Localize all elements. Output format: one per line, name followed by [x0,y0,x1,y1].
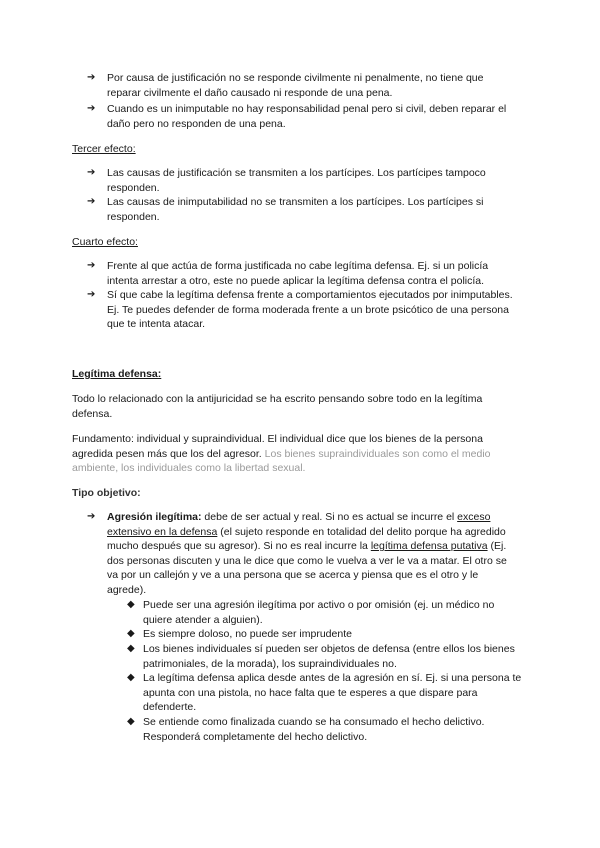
exceso-extensivo-term: exceso extensivo en la defensa [107,511,491,538]
list-item [87,102,517,131]
arrow-bullet-icon: ➔ [87,289,96,300]
list-item [87,166,517,195]
fundamento-muted-text: Los bienes supraindividuales son como el medio ambiente, los individuales como la libertad sexual. [72,447,491,475]
section-heading-tercer-efecto: Tercer efecto: [72,143,136,155]
list-item-text: Por causa de justificación no se responde civilmente ni penalmente, no tiene que reparar civilmente el daño causado ni responde de una pena. [107,72,484,99]
sub-list-item-text: Los bienes individuales sí pueden ser objetos de defensa (entre ellos los bienes patrimoniales, de la morada), los supraindividuales no. [143,643,515,670]
sub-list-item-text: Puede ser una agresión ilegítima por activo o por omisión (ej. un médico no quiere atender a alguien). [143,599,495,626]
sub-list-item [127,715,522,744]
sub-list-item [127,598,522,627]
agresion-title: Agresión ilegítima: [107,511,202,523]
arrow-bullet-icon: ➔ [87,260,96,271]
arrow-bullet-icon: ➔ [87,103,96,114]
sub-list-item-text: Se entiende como finalizada cuando se ha consumado el hecho delictivo. Responderá completamente del hecho delictivo. [143,716,485,743]
arrow-bullet-icon: ➔ [87,511,96,522]
list-item-text: Las causas de inimputabilidad no se transmiten a los partícipes. Los partícipes si responden. [107,196,484,223]
diamond-bullet-icon: ◆ [127,716,135,727]
sub-list-item-text: La legítima defensa aplica desde antes de la agresión en sí. Ej. si una persona te apunta con una pistola, no hace falta que te esperes a que dispare para defenderte. [143,672,522,714]
list-item [87,195,517,224]
sub-list-item-text: Es siempre doloso, no puede ser imprudente [143,628,352,640]
sub-list-item [127,627,522,642]
sub-list-item [127,671,522,715]
diamond-bullet-icon: ◆ [127,599,135,610]
legitima-defensa-putativa-term: legítima defensa putativa [370,540,488,553]
agresion-text-2: (el sujeto responde en totalidad del delito porque ha agredido mucho después que su agresor). Si no es real incurre la [107,525,506,553]
section-heading-legitima-defensa: Legítima defensa: [72,368,162,380]
arrow-bullet-icon: ➔ [87,72,96,83]
diamond-bullet-icon: ◆ [127,672,135,683]
paragraph-intro: Todo lo relacionado con la antijuricidad se ha escrito pensando sobre todo en la legítima defensa. [72,393,483,420]
section-label-tipo-objetivo: Tipo objetivo: [72,487,141,499]
list-item [87,288,517,332]
paragraph-fundamento [72,432,512,476]
diamond-bullet-icon: ◆ [127,628,135,639]
agresion-paragraph [107,510,519,598]
list-item [87,259,517,288]
fundamento-text: Fundamento: individual y supraindividual. El individual dice que los bienes de la persona agredida pesen más que los del agresor. [72,433,483,460]
list-item-agresion [87,510,519,598]
agresion-text-1: debe de ser actual y real. Si no es actual se incurre el [201,511,458,523]
agresion-text-3: (Ej. dos personas discuten y una le dice que como le vuelva a ver le va a matar. El otro se va por un callejón y ve a una persona que se acerca y piensa que es el otro y le agrede). [107,540,507,596]
section-heading-cuarto-efecto: Cuarto efecto: [72,236,138,248]
list-item-text: Frente al que actúa de forma justificada no cabe legítima defensa. Ej. si un policía intenta arrestar a otro, este no puede aplicar la legítima defensa contra el policía. [107,260,489,287]
list-item-text: Cuando es un inimputable no hay responsabilidad penal pero si civil, deben reparar el daño pero no responden de una pena. [107,103,507,130]
sub-list-item [127,642,522,671]
arrow-bullet-icon: ➔ [87,167,96,178]
list-item-text: Las causas de justificación se transmiten a los partícipes. Los partícipes tampoco responden. [107,167,486,194]
list-item [87,71,517,100]
arrow-bullet-icon: ➔ [87,196,96,207]
list-item-text: Sí que cabe la legítima defensa frente a comportamientos ejecutados por inimputables. Ej. Te puedes defender de forma moderada frente a un brote psicótico de una persona que te intenta atacar. [107,289,513,331]
diamond-bullet-icon: ◆ [127,643,135,654]
